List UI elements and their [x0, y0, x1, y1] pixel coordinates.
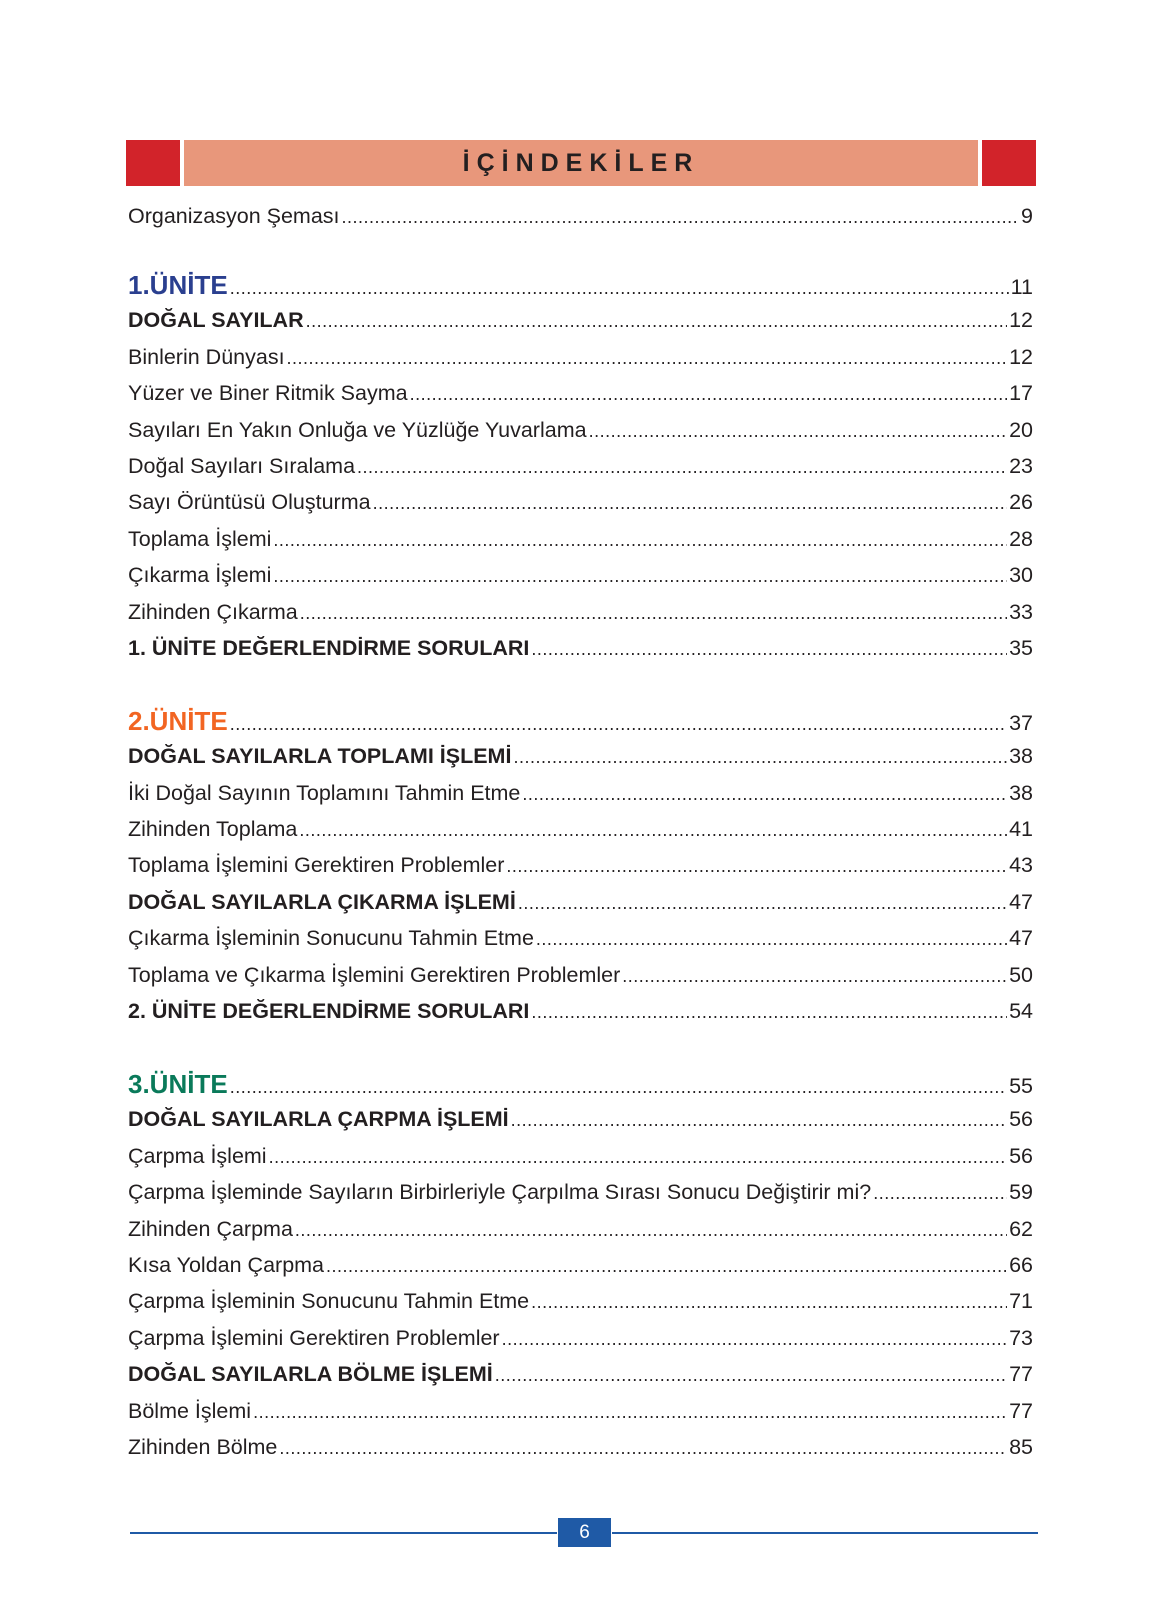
toc-leader-dots — [518, 893, 1007, 914]
toc-entry[interactable] — [128, 563, 1033, 599]
toc-entry[interactable] — [128, 1253, 1033, 1289]
table-of-contents — [128, 204, 1033, 1471]
toc-entry-label: DOĞAL SAYILARLA BÖLME İŞLEMİ — [128, 1362, 493, 1387]
toc-leader-dots — [269, 1147, 1007, 1168]
toc-leader-dots — [531, 1002, 1007, 1023]
toc-entry[interactable] — [128, 1144, 1033, 1180]
toc-entry[interactable] — [128, 1362, 1033, 1398]
toc-entry-page: 12 — [1009, 308, 1033, 333]
toc-entry-label: Zihinden Çıkarma — [128, 599, 298, 624]
toc-leader-dots — [531, 639, 1007, 660]
toc-leader-dots — [589, 421, 1008, 442]
toc-entry-label: Binlerin Dünyası — [128, 344, 285, 369]
toc-leader-dots — [522, 784, 1007, 805]
header-band — [184, 140, 978, 186]
toc-entry-page: 11 — [1010, 275, 1033, 300]
toc-entry-page: 56 — [1009, 1143, 1033, 1168]
toc-entry[interactable] — [128, 527, 1033, 563]
toc-entry-label: Çarpma İşleminde Sayıların Birbirleriyle Çarpılma Sırası Sonucu Değiştirir mi? — [128, 1180, 872, 1205]
toc-leader-dots — [410, 384, 1007, 405]
toc-leader-dots — [495, 1365, 1007, 1386]
toc-leader-dots — [357, 457, 1007, 478]
toc-entry[interactable] — [128, 817, 1033, 853]
toc-leader-dots — [273, 566, 1007, 587]
toc-entry[interactable] — [128, 381, 1033, 417]
toc-entry-label: Toplama İşlemi — [128, 526, 272, 551]
toc-leader-dots — [502, 1329, 1007, 1350]
toc-leader-dots — [295, 1220, 1007, 1241]
toc-entry-page: 54 — [1009, 999, 1033, 1024]
toc-entry-page: 59 — [1009, 1180, 1033, 1205]
page-title: İÇİNDEKİLER — [462, 148, 700, 177]
toc-entry-label: Çıkarma İşleminin Sonucunu Tahmin Etme — [128, 926, 534, 951]
toc-entry-label: 2.ÜNİTE — [128, 706, 228, 737]
toc-entry-label: Çarpma İşleminin Sonucunu Tahmin Etme — [128, 1289, 530, 1314]
toc-unit-heading[interactable] — [128, 270, 1033, 308]
footer-rule-right — [612, 1532, 1038, 1534]
toc-leader-dots — [373, 493, 1008, 514]
toc-entry-page: 56 — [1009, 1107, 1033, 1132]
toc-unit-heading[interactable] — [128, 1069, 1033, 1107]
toc-leader-dots — [287, 348, 1008, 369]
toc-entry-page: 77 — [1009, 1398, 1033, 1423]
toc-entry-page: 77 — [1009, 1362, 1033, 1387]
toc-unit-heading[interactable] — [128, 706, 1033, 744]
toc-entry[interactable] — [128, 204, 1033, 240]
toc-entry-label: DOĞAL SAYILARLA ÇARPMA İŞLEMİ — [128, 1107, 509, 1132]
toc-leader-dots — [511, 1110, 1007, 1131]
toc-entry-label: Kısa Yoldan Çarpma — [128, 1252, 325, 1277]
page-number-badge — [558, 1518, 611, 1547]
toc-entry-page: 47 — [1009, 926, 1033, 951]
toc-leader-dots — [513, 747, 1007, 768]
toc-entry[interactable] — [128, 890, 1033, 926]
toc-entry[interactable] — [128, 1180, 1033, 1216]
toc-leader-dots — [873, 1183, 1007, 1204]
toc-entry-label: Çarpma İşlemini Gerektiren Problemler — [128, 1325, 500, 1350]
toc-entry-label: İki Doğal Sayının Toplamını Tahmin Etme — [128, 780, 521, 805]
toc-entry-label: Toplama ve Çıkarma İşlemini Gerektiren Problemler — [128, 962, 621, 987]
toc-entry-label: Organizasyon Şeması — [128, 204, 340, 228]
toc-entry[interactable] — [128, 490, 1033, 526]
page-number: 6 — [579, 1521, 590, 1543]
toc-entry-page: 50 — [1009, 962, 1033, 987]
toc-entry[interactable] — [128, 600, 1033, 636]
toc-entry-page: 47 — [1009, 889, 1033, 914]
toc-entry-label: 3.ÜNİTE — [128, 1069, 228, 1100]
toc-entry-label: Zihinden Çarpma — [128, 1216, 293, 1241]
toc-leader-dots — [536, 929, 1007, 950]
toc-entry-page: 12 — [1009, 344, 1033, 369]
toc-leader-dots — [230, 278, 1009, 299]
toc-leader-dots — [230, 714, 1007, 735]
header-left-cap — [126, 140, 180, 186]
toc-entry-label: DOĞAL SAYILAR — [128, 308, 304, 333]
toc-entry-page: 9 — [1021, 204, 1033, 228]
toc-leader-dots — [622, 966, 1007, 987]
toc-entry-page: 30 — [1009, 563, 1033, 588]
toc-entry[interactable] — [128, 999, 1033, 1035]
toc-leader-dots — [306, 311, 1007, 332]
toc-leader-dots — [299, 820, 1007, 841]
toc-entry-label: DOĞAL SAYILARLA ÇIKARMA İŞLEMİ — [128, 889, 516, 914]
toc-entry-page: 35 — [1009, 635, 1033, 660]
toc-entry-label: Sayı Örüntüsü Oluşturma — [128, 490, 371, 515]
toc-entry-label: DOĞAL SAYILARLA TOPLAMI İŞLEMİ — [128, 744, 512, 769]
toc-entry-label: Zihinden Bölme — [128, 1434, 278, 1459]
toc-entry-page: 17 — [1009, 381, 1033, 406]
toc-entry[interactable] — [128, 454, 1033, 490]
toc-leader-dots — [300, 603, 1007, 624]
toc-entry-page: 20 — [1009, 417, 1033, 442]
toc-entry[interactable] — [128, 1217, 1033, 1253]
toc-entry-label: Zihinden Toplama — [128, 817, 298, 842]
toc-entry[interactable] — [128, 1107, 1033, 1143]
toc-entry-label: 1. ÜNİTE DEĞERLENDİRME SORULARI — [128, 635, 530, 660]
toc-entry-label: Doğal Sayıları Sıralama — [128, 453, 356, 478]
toc-entry[interactable] — [128, 853, 1033, 889]
toc-entry-page: 73 — [1009, 1325, 1033, 1350]
toc-entry[interactable] — [128, 308, 1033, 344]
toc-header-bar — [126, 140, 1036, 186]
toc-leader-dots — [253, 1402, 1007, 1423]
toc-entry[interactable] — [128, 1326, 1033, 1362]
toc-entry[interactable] — [128, 781, 1033, 817]
toc-entry[interactable] — [128, 963, 1033, 999]
toc-entry-label: 2. ÜNİTE DEĞERLENDİRME SORULARI — [128, 999, 530, 1024]
footer-rule-left — [130, 1532, 557, 1534]
toc-entry[interactable] — [128, 636, 1033, 672]
toc-entry-page: 38 — [1009, 780, 1033, 805]
toc-leader-dots — [279, 1438, 1007, 1459]
toc-leader-dots — [342, 207, 1020, 228]
header-right-cap — [982, 140, 1036, 186]
toc-entry-page: 26 — [1009, 490, 1033, 515]
toc-entry-page: 55 — [1009, 1074, 1033, 1099]
toc-entry-label: Sayıları En Yakın Onluğa ve Yüzlüğe Yuvarlama — [128, 417, 587, 442]
toc-entry-label: Bölme İşlemi — [128, 1398, 252, 1423]
toc-entry[interactable] — [128, 418, 1033, 454]
toc-entry-label: Çıkarma İşlemi — [128, 563, 272, 588]
toc-entry-label: Toplama İşlemini Gerektiren Problemler — [128, 853, 505, 878]
toc-entry-page: 38 — [1009, 744, 1033, 769]
toc-entry-page: 23 — [1009, 453, 1033, 478]
toc-entry-page: 66 — [1009, 1252, 1033, 1277]
toc-entry[interactable] — [128, 1435, 1033, 1471]
toc-entry[interactable] — [128, 926, 1033, 962]
toc-entry-page: 71 — [1009, 1289, 1033, 1314]
toc-entry[interactable] — [128, 744, 1033, 780]
toc-entry[interactable] — [128, 1399, 1033, 1435]
toc-leader-dots — [273, 530, 1007, 551]
toc-entry-page: 43 — [1009, 853, 1033, 878]
toc-entry-page: 33 — [1009, 599, 1033, 624]
toc-leader-dots — [506, 856, 1007, 877]
toc-leader-dots — [230, 1077, 1007, 1098]
toc-entry[interactable] — [128, 345, 1033, 381]
toc-entry[interactable] — [128, 1289, 1033, 1325]
toc-entry-page: 41 — [1009, 817, 1033, 842]
toc-leader-dots — [326, 1256, 1007, 1277]
toc-entry-label: Yüzer ve Biner Ritmik Sayma — [128, 381, 408, 406]
toc-entry-page: 85 — [1009, 1434, 1033, 1459]
toc-entry-page: 37 — [1009, 711, 1033, 736]
toc-entry-label: 1.ÜNİTE — [128, 270, 228, 301]
toc-entry-page: 28 — [1009, 526, 1033, 551]
toc-leader-dots — [531, 1292, 1007, 1313]
toc-entry-label: Çarpma İşlemi — [128, 1143, 267, 1168]
toc-entry-page: 62 — [1009, 1216, 1033, 1241]
